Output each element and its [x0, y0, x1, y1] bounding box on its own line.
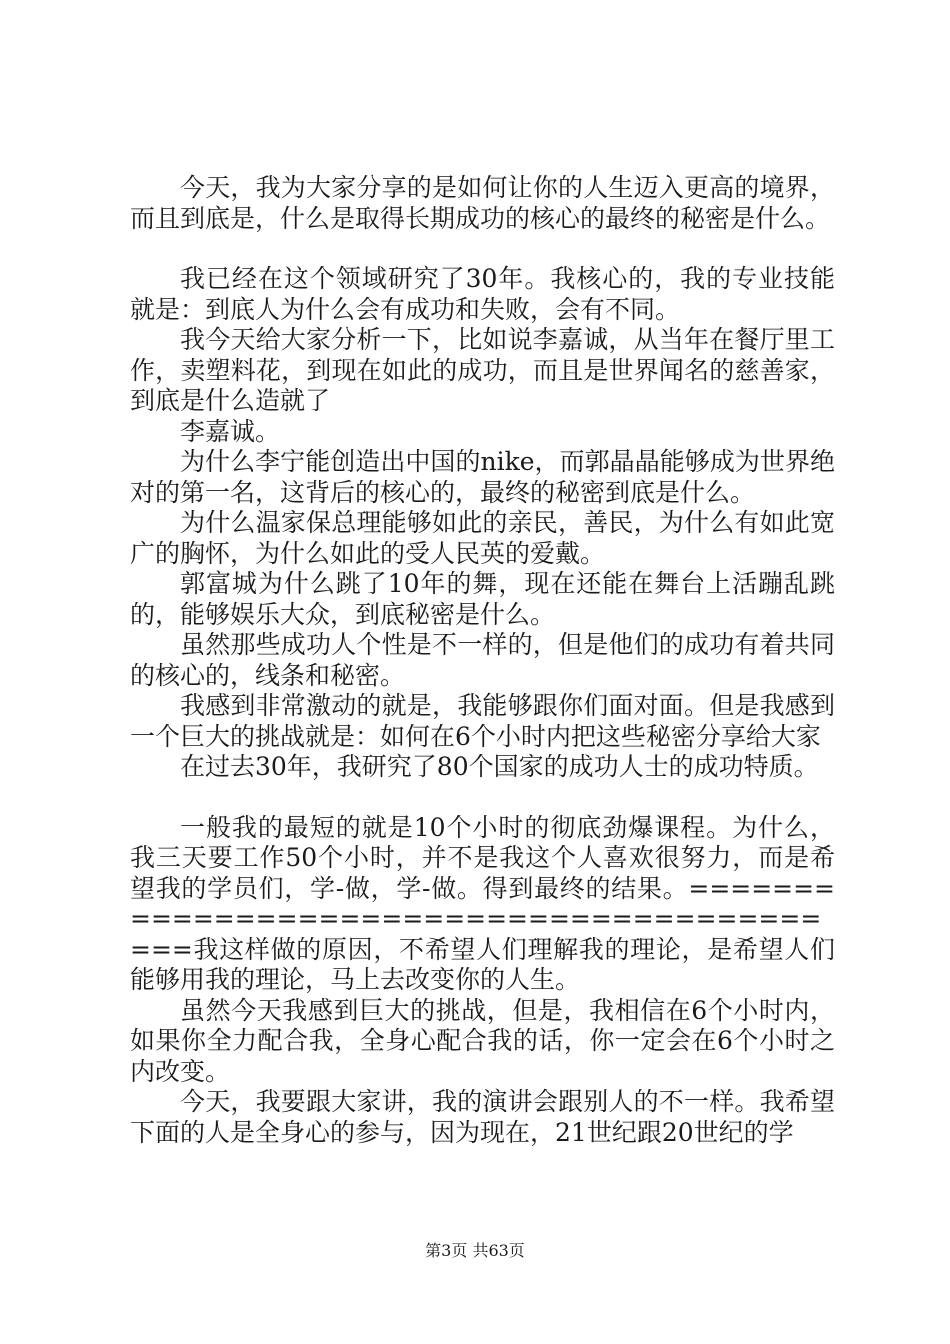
paragraph-1: 今天，我为大家分享的是如何让你的人生迈入更高的境界，而且到底是，什么是取得长期成功的核心的最终的秘密是什么。 [130, 173, 835, 233]
paragraph-9: 我感到非常激动的就是，我能够跟你们面对面。但是我感到一个巨大的挑战就是：如何在6个小时内把这些秘密分享给大家 [130, 691, 835, 751]
paragraph-6: 为什么温家保总理能够如此的亲民，善民，为什么有如此宽广的胸怀，为什么如此的受人民英的爱戴。 [130, 508, 835, 568]
paragraph-4: 李嘉诚。 [180, 416, 281, 446]
paragraph-5: 为什么李宁能创造出中国的nike，而郭晶晶能够成为世界绝对的第一名，这背后的核心的，最终的秘密到底是什么。 [130, 447, 835, 507]
paragraph-7: 郭富城为什么跳了10年的舞，现在还能在舞台上活蹦乱跳的，能够娱乐大众，到底秘密是什么。 [130, 569, 835, 629]
paragraph-11: 一般我的最短的就是10个小时的彻底劲爆课程。为什么，我三天要工作50个小时，并不是我这个人喜欢很努力，而是希望我的学员们，学-做，学-做。得到最终的结果。===========================================我这样做的原因，不希望人们理解我的理论，是希望人们能够用我的理论，马上去改变你的人生。 [130, 812, 835, 994]
paragraph-12: 虽然今天我感到巨大的挑战，但是，我相信在6个小时内，如果你全力配合我，全身心配合我的话，你一定会在6个小时之内改变。 [130, 995, 835, 1086]
paragraph-8: 虽然那些成功人个性是不一样的，但是他们的成功有着共同的核心的，线条和秘密。 [130, 630, 835, 690]
document-body [130, 173, 835, 1148]
paragraph-3: 我今天给大家分析一下，比如说李嘉诚，从当年在餐厅里工作，卖塑料花，到现在如此的成功，而且是世界闻名的慈善家，到底是什么造就了 [130, 325, 835, 415]
page-number-footer: 第3页 共63页 [425, 1241, 525, 1260]
paragraph-13: 今天，我要跟大家讲，我的演讲会跟别人的不一样。我希望下面的人是全身心的参与，因为现在，21世纪跟20世纪的学 [130, 1087, 835, 1147]
paragraph-10: 在过去30年，我研究了80个国家的成功人士的成功特质。 [180, 752, 819, 781]
paragraph-2: 我已经在这个领域研究了30年。我核心的，我的专业技能就是：到底人为什么会有成功和失败，会有不同。 [130, 264, 835, 324]
